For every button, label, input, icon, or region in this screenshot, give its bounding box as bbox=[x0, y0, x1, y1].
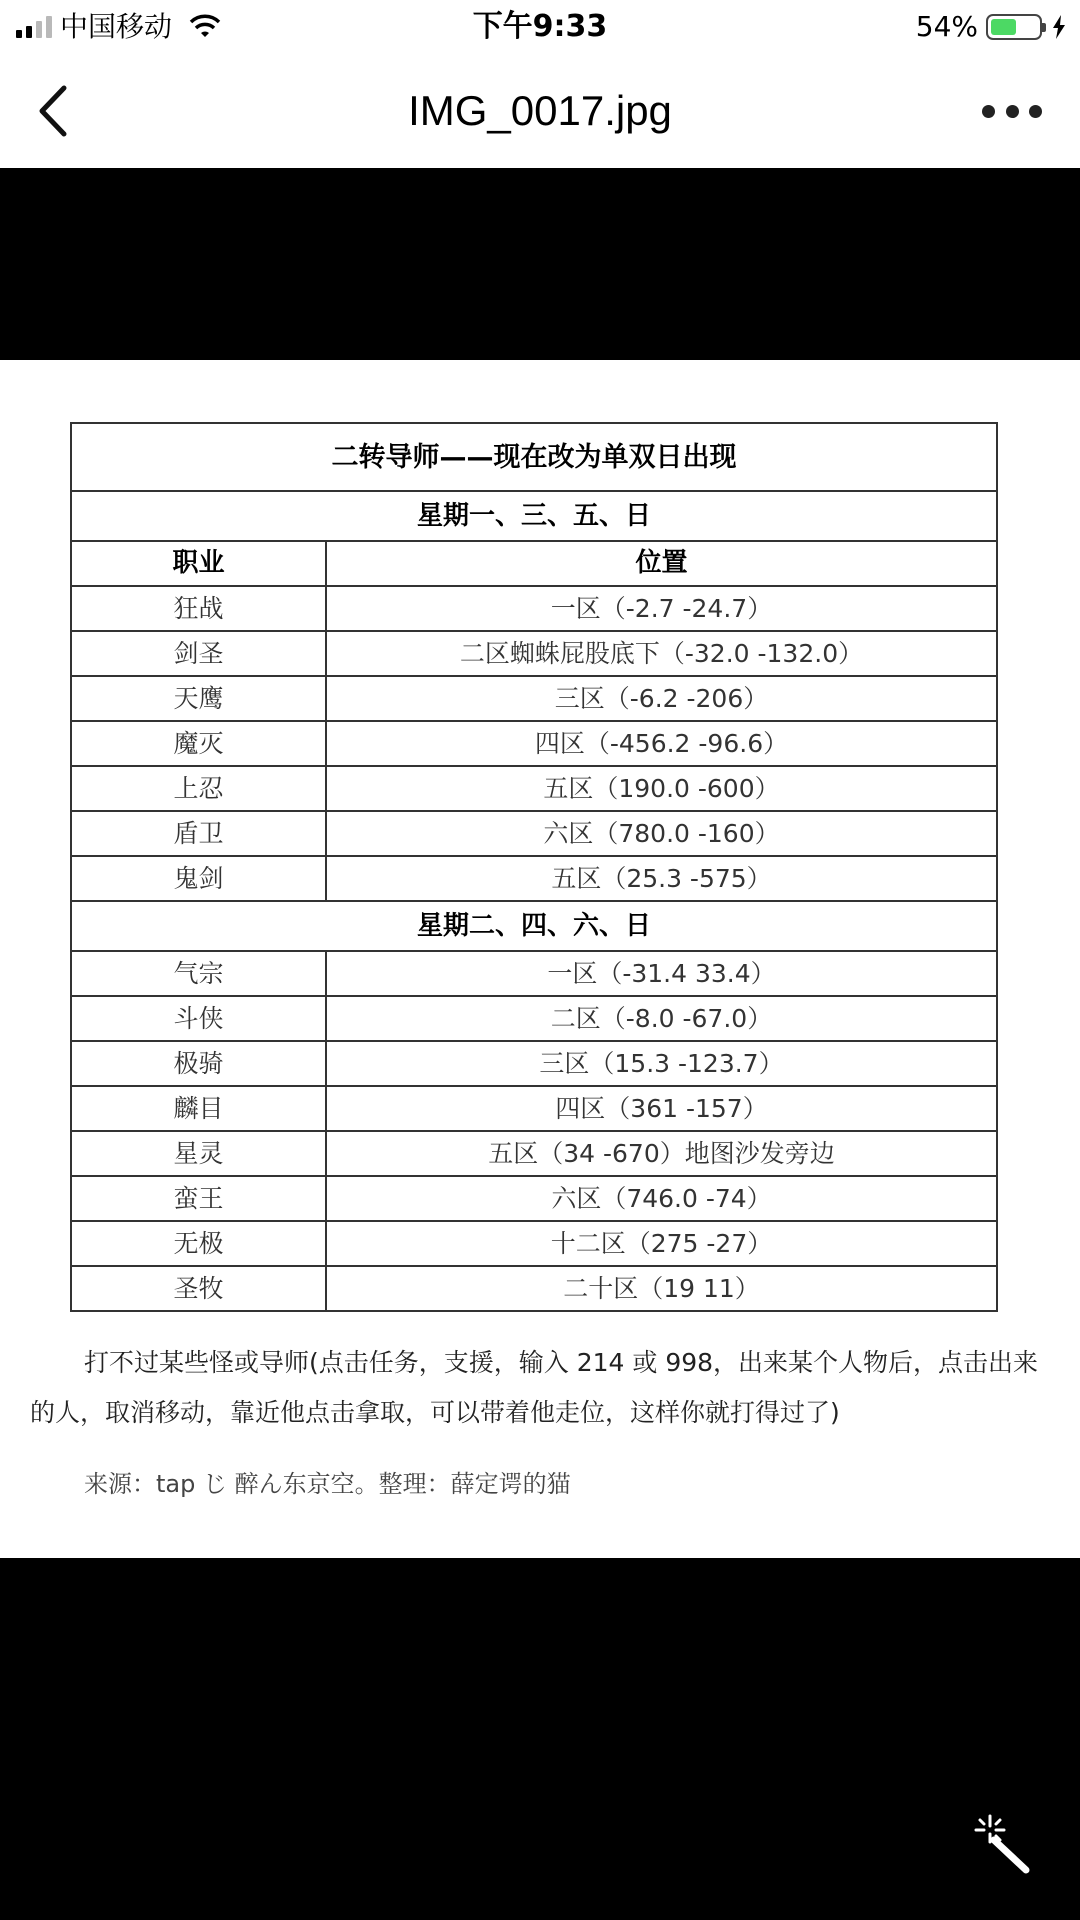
job-cell: 鬼剑 bbox=[71, 856, 326, 901]
location-cell: 二区（-8.0 -67.0） bbox=[326, 996, 997, 1041]
table-row bbox=[71, 676, 997, 721]
column-header-row bbox=[71, 541, 997, 586]
job-cell: 盾卫 bbox=[71, 811, 326, 856]
photo-viewer-image bbox=[0, 360, 1080, 1558]
location-cell: 四区（-456.2 -96.6） bbox=[326, 721, 997, 766]
day-header-row bbox=[71, 901, 997, 951]
table-row bbox=[71, 766, 997, 811]
day-header: 星期一、三、五、日 bbox=[71, 491, 997, 541]
magic-wand-icon[interactable] bbox=[970, 1810, 1034, 1874]
location-column-header: 位置 bbox=[326, 541, 997, 586]
table-row bbox=[71, 811, 997, 856]
table-row bbox=[71, 1266, 997, 1311]
job-cell: 气宗 bbox=[71, 951, 326, 996]
table-row bbox=[71, 1176, 997, 1221]
job-column-header: 职业 bbox=[71, 541, 326, 586]
job-cell: 魔灭 bbox=[71, 721, 326, 766]
battery-icon bbox=[986, 14, 1042, 40]
job-cell: 天鹰 bbox=[71, 676, 326, 721]
location-cell: 六区（780.0 -160） bbox=[326, 811, 997, 856]
charging-bolt-icon bbox=[1052, 15, 1066, 39]
table-row bbox=[71, 1086, 997, 1131]
location-cell: 四区（361 -157） bbox=[326, 1086, 997, 1131]
source-text: 来源：tap じ 醉ん东京空。整理：薛定谔的猫 bbox=[84, 1470, 571, 1498]
location-cell: 三区（-6.2 -206） bbox=[326, 676, 997, 721]
status-time: 下午9:33 bbox=[472, 9, 608, 44]
location-cell: 一区（-2.7 -24.7） bbox=[326, 586, 997, 631]
table-row bbox=[71, 1131, 997, 1176]
battery-percent: 54% bbox=[915, 10, 978, 43]
job-cell: 星灵 bbox=[71, 1131, 326, 1176]
table-row bbox=[71, 1041, 997, 1086]
table-title: 二转导师——现在改为单双日出现 bbox=[71, 423, 997, 491]
table-row bbox=[71, 951, 997, 996]
note-text: 打不过某些怪或导师(点击任务，支援，输入 214 或 998，出来某个人物后，点击出来的人，取消移动，靠近他点击拿取，可以带着他走位，这样你就打得过了) bbox=[30, 1348, 1039, 1427]
job-cell: 剑圣 bbox=[71, 631, 326, 676]
job-cell: 狂战 bbox=[71, 586, 326, 631]
mentor-table bbox=[70, 422, 998, 1312]
location-cell: 五区（25.3 -575） bbox=[326, 856, 997, 901]
job-cell: 麟目 bbox=[71, 1086, 326, 1131]
table-row bbox=[71, 631, 997, 676]
location-cell: 二区蜘蛛屁股底下（-32.0 -132.0） bbox=[326, 631, 997, 676]
job-cell: 圣牧 bbox=[71, 1266, 326, 1311]
location-cell: 二十区（19 11） bbox=[326, 1266, 997, 1311]
job-cell: 极骑 bbox=[71, 1041, 326, 1086]
location-cell: 五区（34 -670）地图沙发旁边 bbox=[326, 1131, 997, 1176]
job-cell: 蛮王 bbox=[71, 1176, 326, 1221]
status-right bbox=[916, 10, 1066, 44]
location-cell: 六区（746.0 -74） bbox=[326, 1176, 997, 1221]
status-bar bbox=[0, 0, 1080, 54]
more-dots-icon[interactable] bbox=[982, 96, 1042, 126]
job-cell: 斗侠 bbox=[71, 996, 326, 1041]
nav-bar bbox=[0, 54, 1080, 168]
location-cell: 五区（190.0 -600） bbox=[326, 766, 997, 811]
day-header-row bbox=[71, 491, 997, 541]
job-cell: 无极 bbox=[71, 1221, 326, 1266]
job-cell: 上忍 bbox=[71, 766, 326, 811]
location-cell: 十二区（275 -27） bbox=[326, 1221, 997, 1266]
table-row bbox=[71, 1221, 997, 1266]
day-header: 星期二、四、六、日 bbox=[71, 901, 997, 951]
table-row bbox=[71, 721, 997, 766]
page-title: IMG_0017.jpg bbox=[408, 87, 672, 134]
location-cell: 三区（15.3 -123.7） bbox=[326, 1041, 997, 1086]
carrier-name: 中国移动 bbox=[60, 10, 173, 43]
table-row bbox=[71, 856, 997, 901]
table-row bbox=[71, 586, 997, 631]
location-cell: 一区（-31.4 33.4） bbox=[326, 951, 997, 996]
table-row bbox=[71, 996, 997, 1041]
